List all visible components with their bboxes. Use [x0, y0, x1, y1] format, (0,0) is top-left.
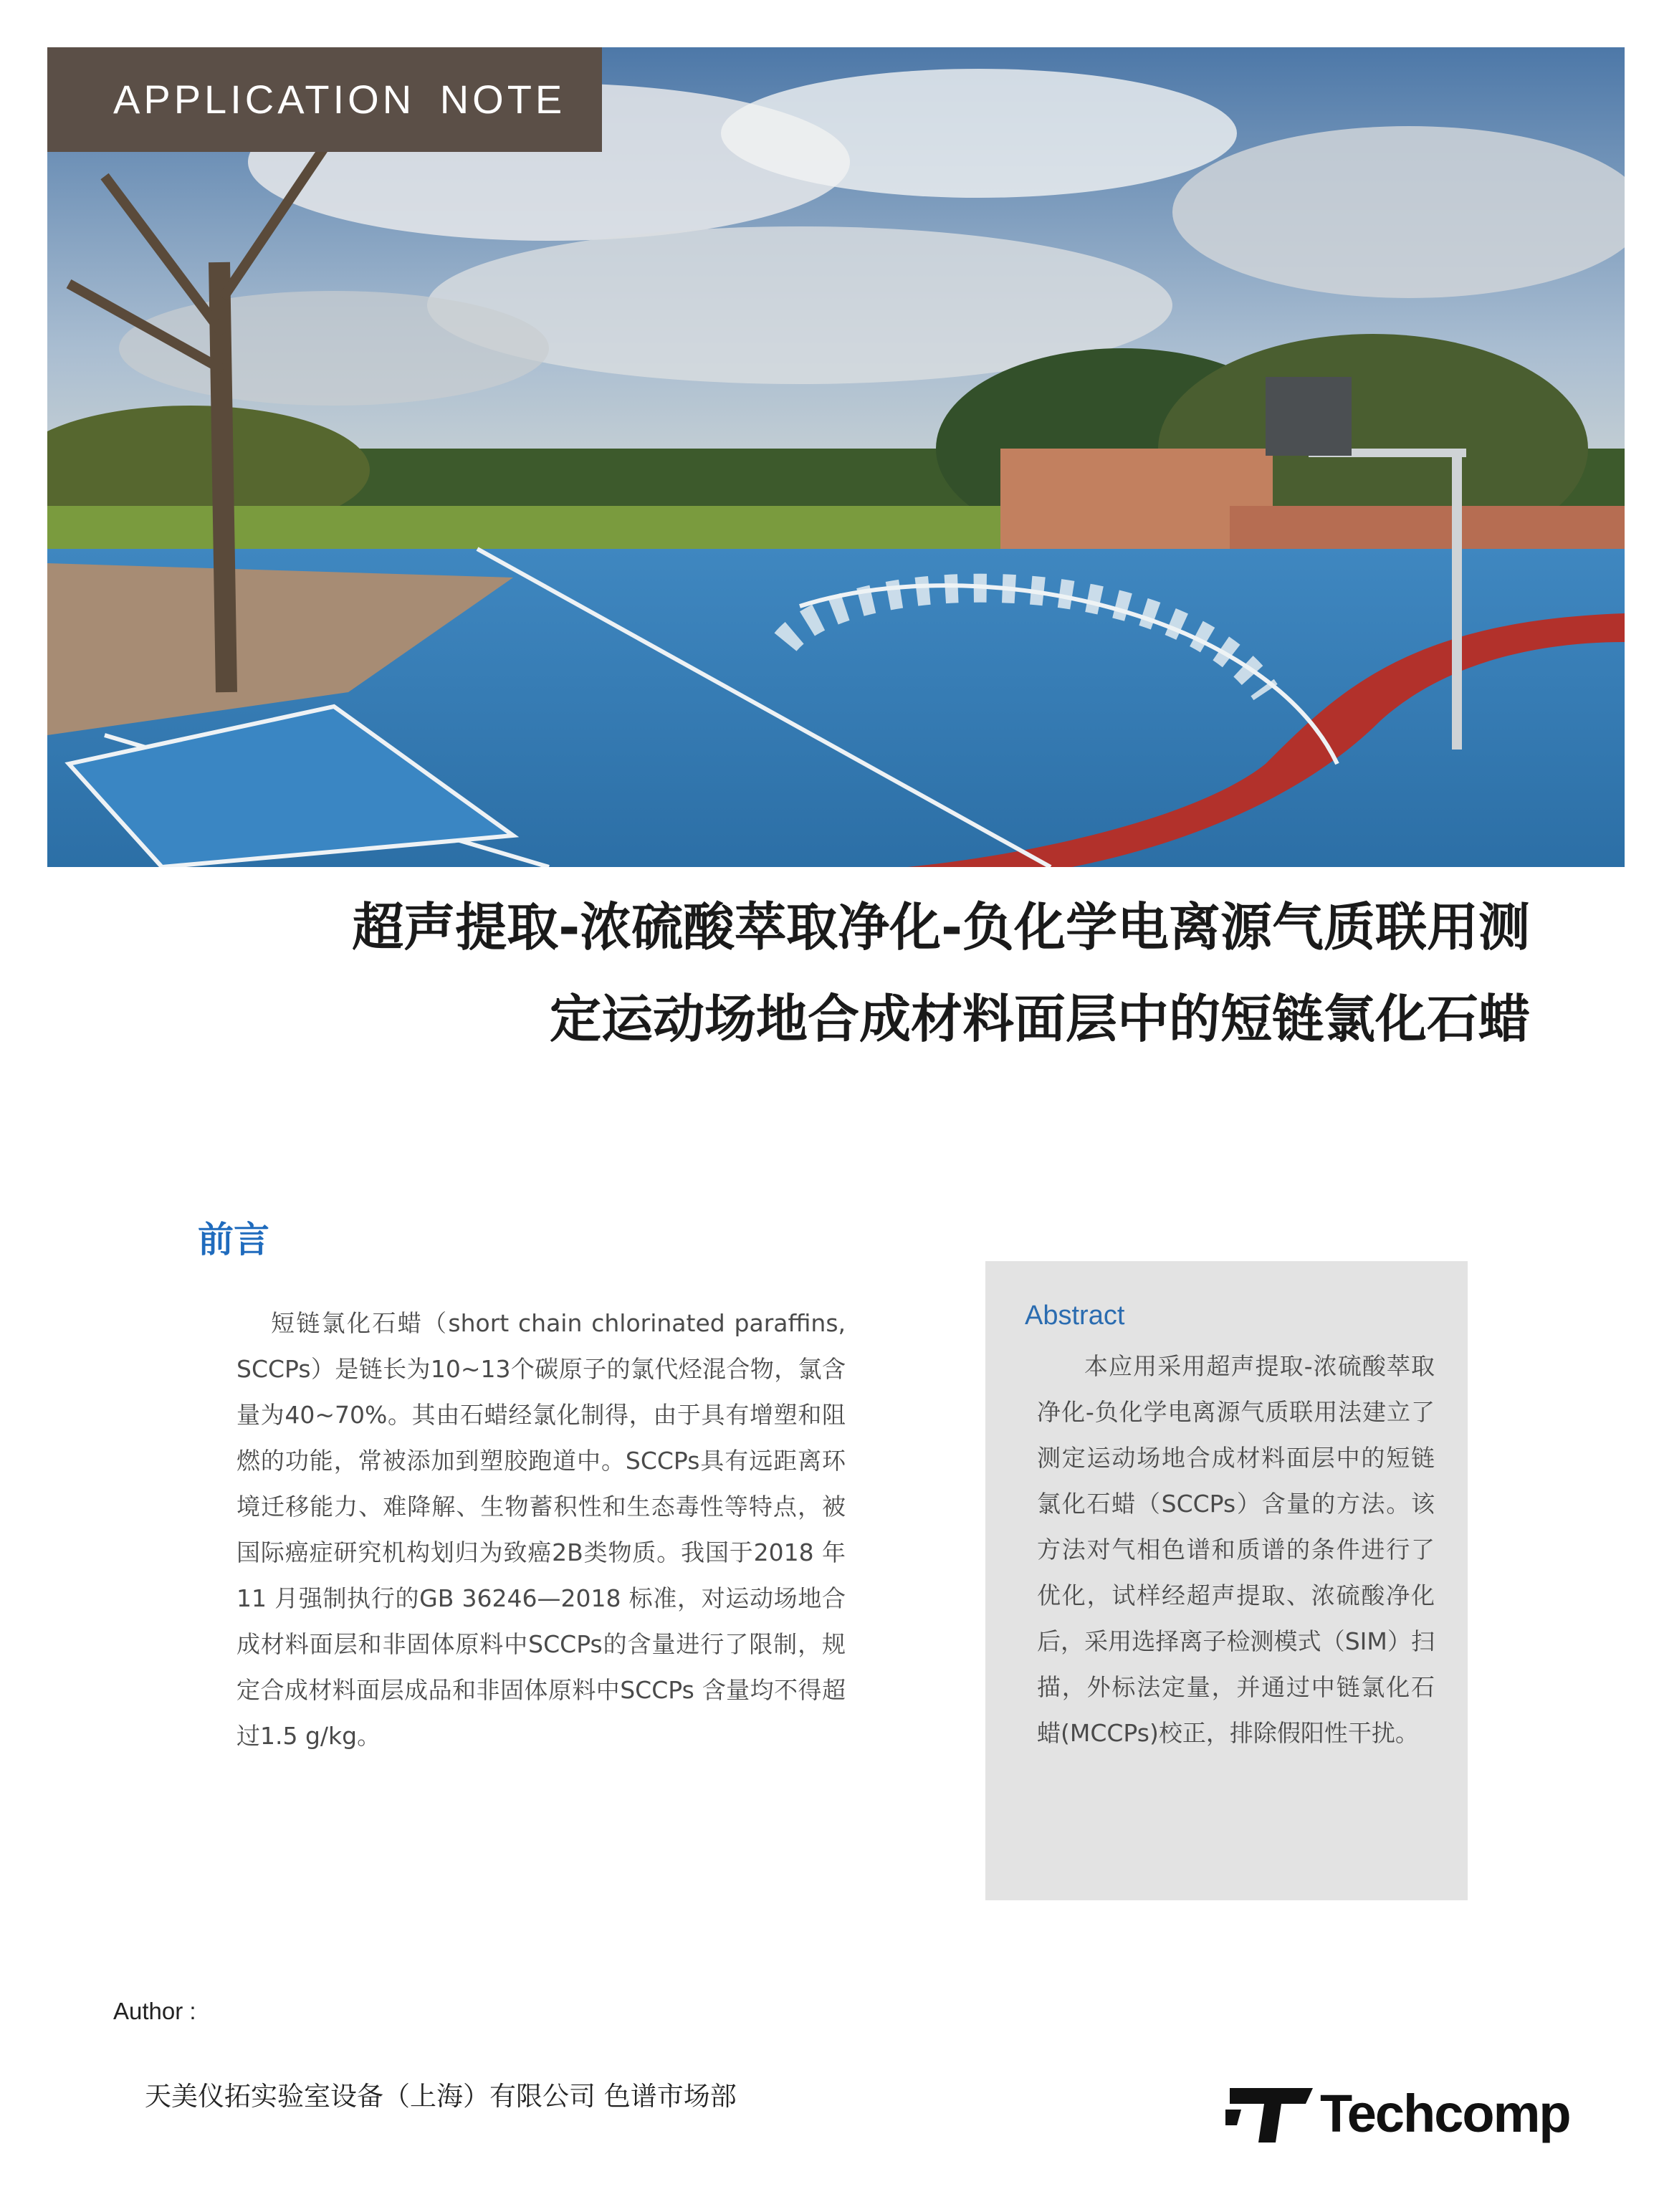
techcomp-logo-icon [1225, 2081, 1317, 2145]
logo-text: Techcomp [1320, 2084, 1570, 2143]
abstract-box [985, 1261, 1468, 1900]
title-line-2: 定运动场地合成材料面层中的短链氯化石蜡 [549, 989, 1530, 1049]
hero-image [47, 47, 1625, 867]
application-note-tag: APPLICATION NOTE [47, 47, 602, 152]
techcomp-logo [1225, 2078, 1584, 2150]
title-line-1: 超声提取-浓硫酸萃取净化-负化学电离源气质联用测 [352, 897, 1530, 957]
preface-paragraph: 短链氯化石蜡（short chain chlorinated paraffins, SCCPs）是链长为10~13个碳原子的氯代烃混合物，氯含量为40~70%。其由石蜡经氯化制得，由于具有增塑和阻燃的功能，常被添加到塑胶跑道中。SCCPs具有远距离环境迁移能力、难降解、生物蓄积性和生态毒性等特点，被国际癌症研究机构划归为致癌2B类物质。我国于2018 年11 月强制执行的GB 36246—2018 标准，对运动场地合成材料面层和非固体原料中SCCPs的含量进行了限制，规定合成材料面层成品和非固体原料中SCCPs 含量均不得超过1.5 g/kg。 [236, 1309, 846, 1750]
preface-body [236, 1301, 846, 1759]
page-title [168, 881, 1530, 1065]
abstract-heading: Abstract [1025, 1301, 1125, 1331]
author-label: Author : [113, 1998, 196, 2024]
abstract-body [1037, 1344, 1435, 1756]
court-photo-icon [47, 47, 1625, 867]
author-organization: 天美仪拓实验室设备（上海）有限公司 色谱市场部 [145, 2081, 737, 2112]
preface-heading: 前言 [198, 1219, 269, 1260]
abstract-paragraph: 本应用采用超声提取-浓硫酸萃取净化-负化学电离源气质联用法建立了测定运动场地合成材料面层中的短链氯化石蜡（SCCPs）含量的方法。该方法对气相色谱和质谱的条件进行了优化，试样经超声提取、浓硫酸净化后，采用选择离子检测模式（SIM）扫描，外标法定量，并通过中链氯化石蜡(MCCPs)校正，排除假阳性干扰。 [1037, 1352, 1435, 1747]
